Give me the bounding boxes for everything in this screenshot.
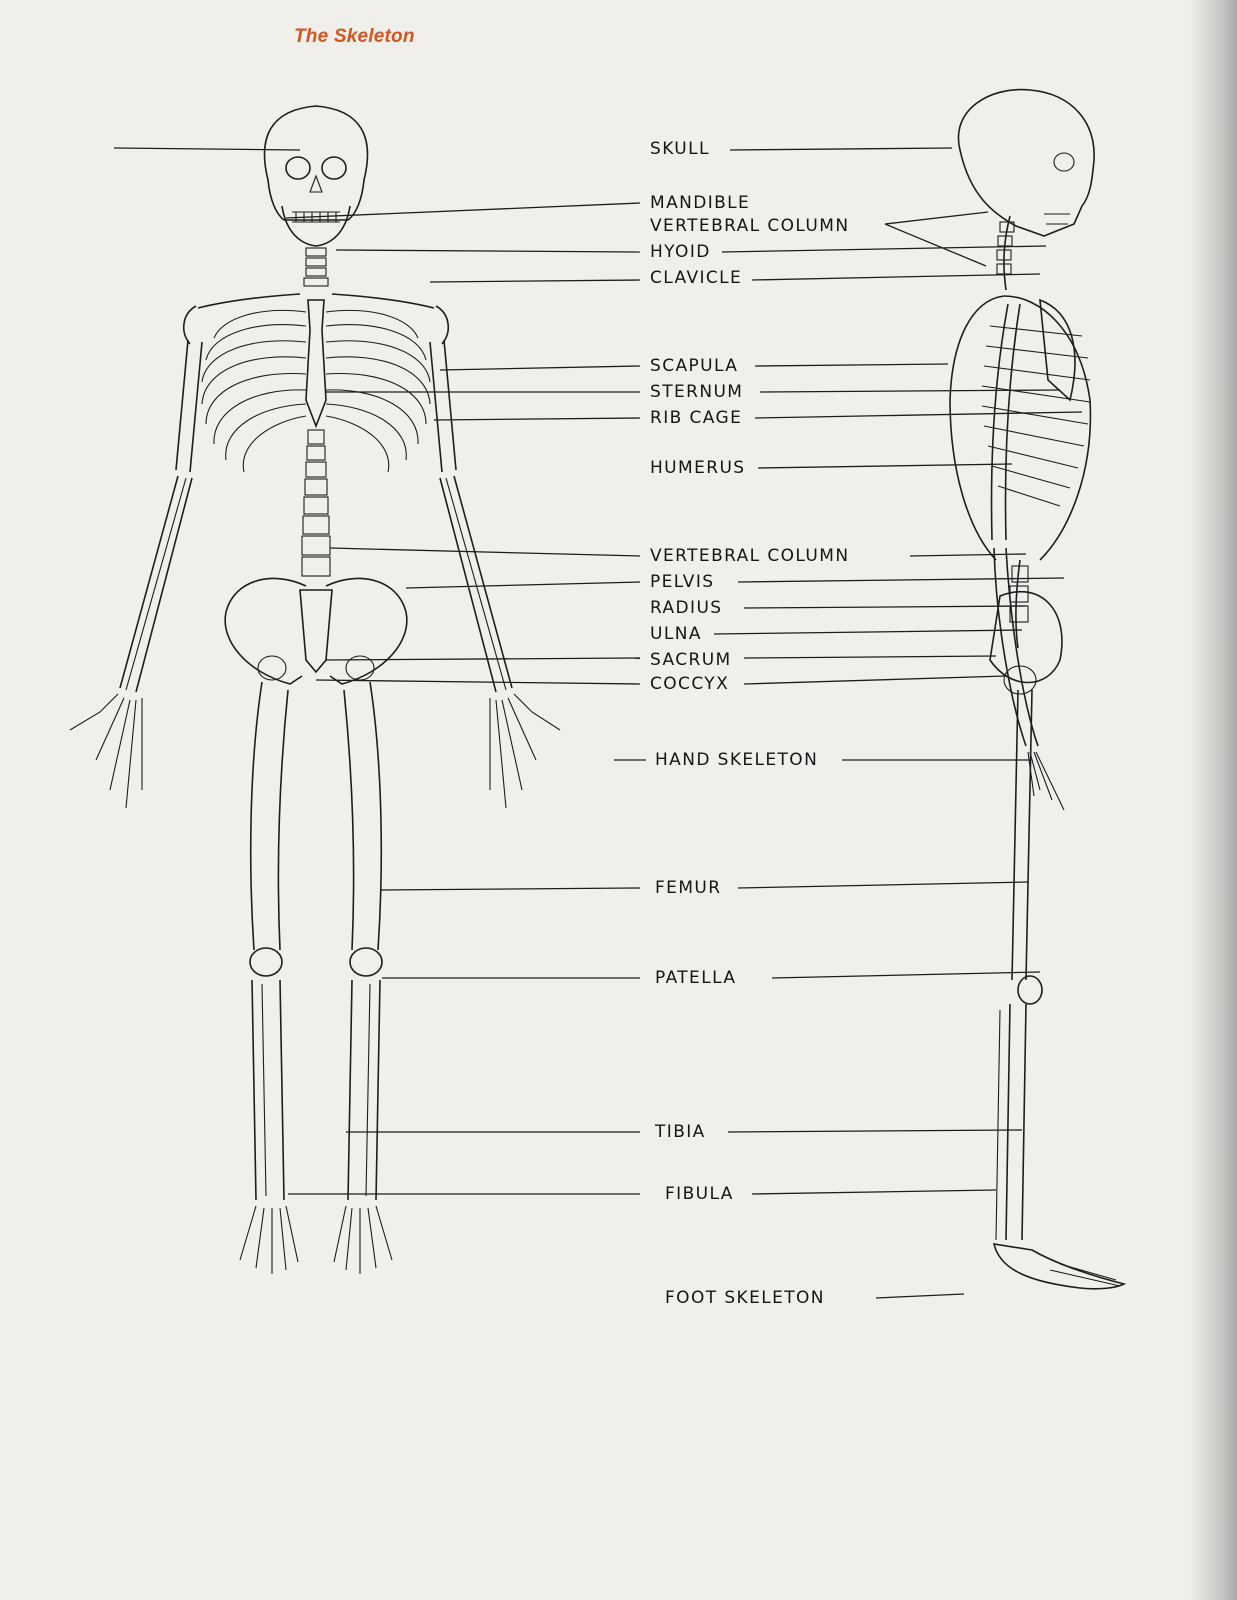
label-clavicle: CLAVICLE [650,268,743,288]
label-mandible: MANDIBLE [650,193,751,213]
label-pelvis: PELVIS [650,572,715,592]
label-foot-skeleton: FOOT SKELETON [665,1288,825,1308]
label-fibula: FIBULA [665,1184,734,1204]
label-sternum: STERNUM [650,382,744,402]
label-skull: SKULL [650,139,710,159]
label-hand-skeleton: HAND SKELETON [655,750,819,770]
label-femur: FEMUR [655,878,722,898]
binding-shadow [1189,0,1237,1600]
label-scapula: SCAPULA [650,356,739,376]
label-hyoid: HYOID [650,242,711,262]
label-humerus: HUMERUS [650,458,746,478]
label-vertebral-column-lower: VERTEBRAL COLUMN [650,546,850,566]
label-sacrum: SACRUM [650,650,732,670]
label-ulna: ULNA [650,624,702,644]
label-radius: RADIUS [650,598,723,618]
page-title: The Skeleton [294,26,415,47]
label-patella: PATELLA [655,968,737,988]
label-vertebral-column-upper: VERTEBRAL COLUMN [650,216,850,236]
label-rib-cage: RIB CAGE [650,408,743,428]
side-skeleton [950,90,1124,1289]
leader-lines [114,148,1082,1298]
label-tibia: TIBIA [655,1122,706,1142]
label-coccyx: COCCYX [650,674,730,694]
